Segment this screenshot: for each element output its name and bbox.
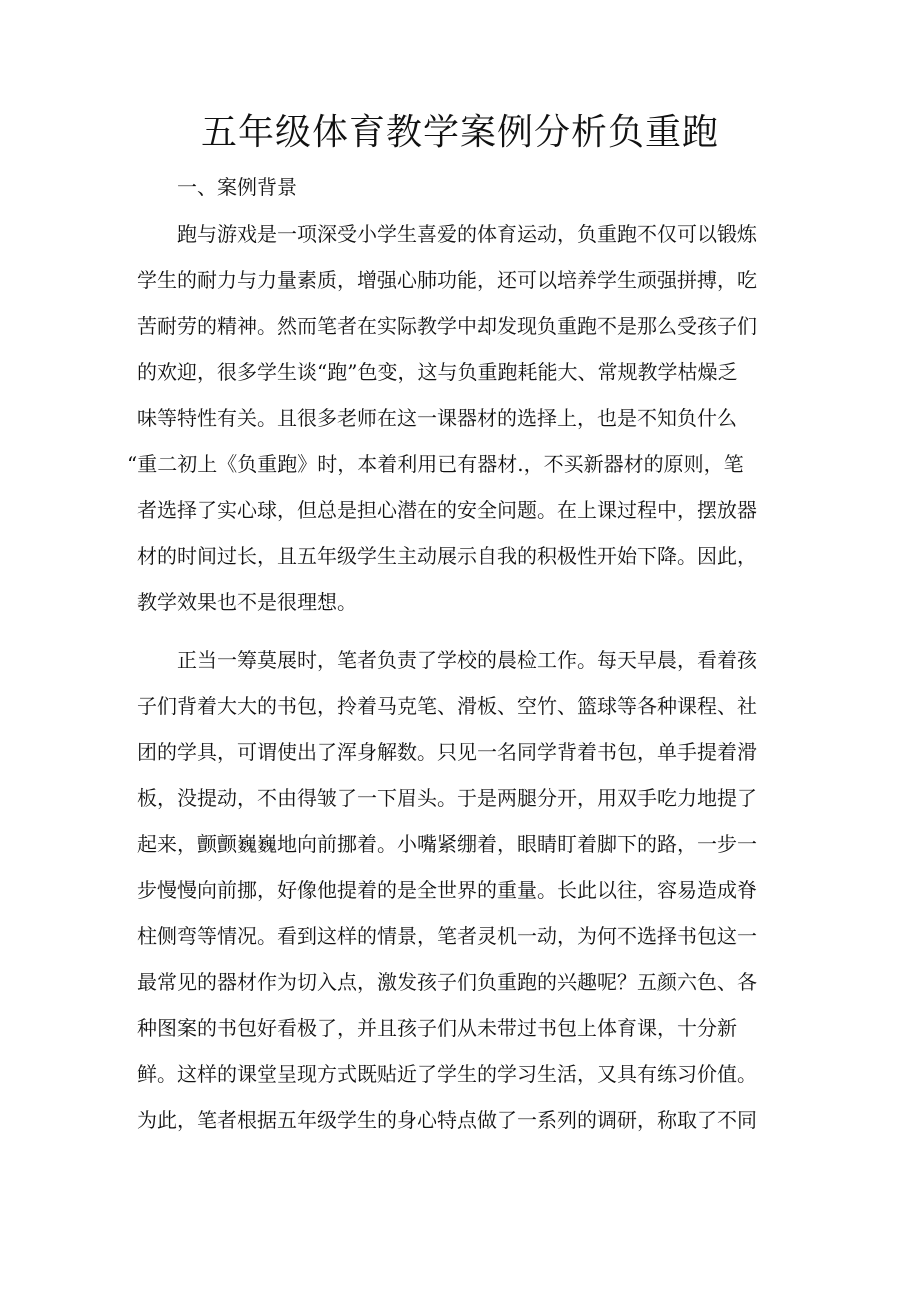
paragraph-line: 为此，笔者根据五年级学生的身心特点做了一系列的调研，称取了不同 — [137, 1108, 757, 1132]
paragraph-line: 味等特性有关。且很多老师在这一课器材的选择上，也是不知负什么 — [137, 406, 737, 430]
document-title: 五年级体育教学案例分析负重跑 — [200, 112, 719, 153]
paragraph-line: 种图案的书包好看极了，并且孩子们从未带过书包上体育课，十分新 — [137, 1016, 737, 1040]
paragraph-line: 柱侧弯等情况。看到这样的情景，笔者灵机一动，为何不选择书包这一 — [137, 924, 757, 948]
paragraph-line: 步慢慢向前挪，好像他提着的是全世界的重量。长此以往，容易造成脊 — [137, 878, 757, 902]
paragraph-line: 材的时间过长，且五年级学生主动展示自我的积极性开始下降。因此， — [137, 544, 757, 568]
paragraph-line: 团的学具，可谓使出了浑身解数。只见一名同学背着书包，单手提着滑 — [137, 740, 757, 764]
paragraph-line: 子们背着大大的书包，拎着马克笔、滑板、空竹、篮球等各种课程、社 — [137, 694, 757, 718]
paragraph-line: 起来，颤颤巍巍地向前挪着。小嘴紧绷着，眼睛盯着脚下的路，一步一 — [137, 832, 757, 856]
paragraph-line: 最常见的器材作为切入点，激发孩子们负重跑的兴趣呢？五颜六色、各 — [137, 970, 757, 994]
paragraph-line: 的欢迎，很多学生谈“跑”色变，这与负重跑耗能大、常规教学枯燥乏 — [137, 360, 738, 384]
paragraph-line: 教学效果也不是很理想。 — [137, 590, 357, 614]
paragraph-line: 正当一筹莫展时，笔者负责了学校的晨检工作。每天早晨，看着孩 — [177, 648, 757, 672]
paragraph-line: 跑与游戏是一项深受小学生喜爱的体育运动，负重跑不仅可以锻炼 — [177, 222, 757, 246]
paragraph-line: 学生的耐力与力量素质，增强心肺功能，还可以培养学生顽强拼搏，吃 — [137, 268, 757, 292]
paragraph-line: 者选择了实心球，但总是担心潜在的安全问题。在上课过程中，摆放器 — [137, 498, 757, 522]
paragraph-line: 苦耐劳的精神。然而笔者在实际教学中却发现负重跑不是那么受孩子们 — [137, 314, 757, 338]
paragraph-line: “重二初上《负重跑》时，本着利用已有器材.，不买新器材的原则，笔 — [127, 452, 744, 476]
section-heading: 一、案例背景 — [177, 175, 297, 199]
paragraph-line: 板，没提动，不由得皱了一下眉头。于是两腿分开，用双手吃力地提了 — [137, 786, 757, 810]
paragraph-line: 鲜。这样的课堂呈现方式既贴近了学生的学习生活，又具有练习价值。 — [137, 1062, 757, 1086]
